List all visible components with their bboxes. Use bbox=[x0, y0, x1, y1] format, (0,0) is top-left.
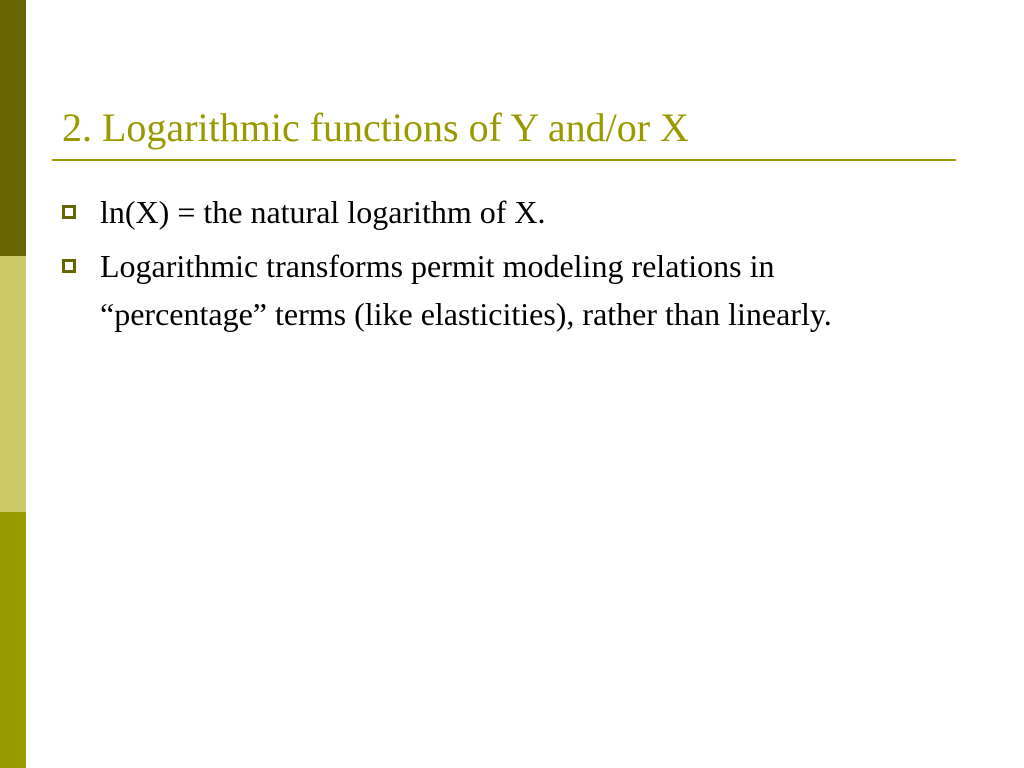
sidebar-middle-band bbox=[0, 256, 26, 512]
hollow-square-bullet-icon bbox=[62, 205, 76, 219]
bullet-item bbox=[62, 242, 942, 338]
bullet-text: ln(X) = the natural logarithm of X. bbox=[100, 194, 546, 230]
bullet-list bbox=[62, 188, 942, 344]
sidebar-bottom-band bbox=[0, 512, 26, 768]
title-underline bbox=[52, 159, 956, 161]
sidebar-top-band bbox=[0, 0, 26, 256]
hollow-square-bullet-icon bbox=[62, 259, 76, 273]
slide-title: 2. Logarithmic functions of Y and/or X bbox=[62, 105, 689, 150]
bullet-text: Logarithmic transforms permit modeling relations in “percentage” terms (like elasticities), rather than linearly. bbox=[100, 248, 832, 332]
bullet-item bbox=[62, 188, 942, 236]
